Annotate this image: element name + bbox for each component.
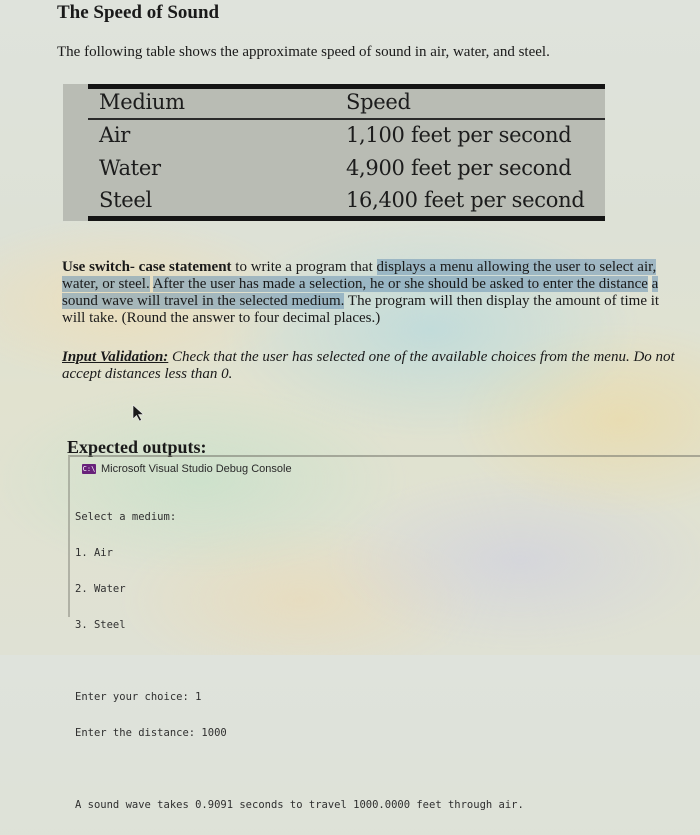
console-line: A sound wave takes 0.9091 seconds to travel 1000.0000 feet through air. [75,799,524,811]
header-medium: Medium [99,90,185,114]
highlighted-text: displays a menu allowing the user to select air, water, or steel. [62,259,657,292]
row-water-speed: 4,900 feet per second [346,156,572,180]
instructions-text: to write a program that [231,259,377,275]
console-line [75,763,524,775]
table-top-rule [88,84,605,89]
instructions-text: The program will then display the amount of time it will take. (Round the answer to four decimal places.) [62,293,660,326]
console-line: Enter your choice: 1 [75,691,202,703]
intro-text: The following table shows the approximate speed of sound in air, water, and steel. [57,44,550,60]
console-line: Select a medium: [75,511,177,523]
console-line [75,655,524,667]
input-validation-paragraph [62,349,682,383]
console-line: 1. Air [75,547,113,559]
table-bottom-rule [88,216,605,221]
console-output [75,487,524,835]
row-air-speed: 1,100 feet per second [346,123,572,147]
console-titlebar [82,463,292,475]
validation-text: Check that the user has selected one of the available choices from the menu. Do not accept distances less than 0. [62,349,675,382]
instructions-paragraph [62,259,682,327]
expected-outputs-heading: Expected outputs: [67,437,207,457]
validation-label: Input Validation: [62,349,169,365]
console-line: 3. Steel [75,619,126,631]
row-water-medium: Water [99,156,161,180]
instructions-bold-lead: Use switch- case statement [62,259,232,275]
speed-table [63,84,605,221]
visual-studio-console-icon: C:\ [82,465,96,473]
debug-console-window [68,455,700,811]
row-steel-medium: Steel [99,188,152,212]
header-speed: Speed [346,90,411,114]
table-header-rule [88,118,605,120]
row-steel-speed: 16,400 feet per second [346,188,585,212]
mouse-cursor-icon [132,404,146,422]
highlighted-text: a sound wave will travel in the selected medium. [62,276,659,309]
console-title: Microsoft Visual Studio Debug Console [101,463,292,475]
console-line: 2. Water [75,583,126,595]
console-line: Enter the distance: 1000 [75,727,227,739]
row-air-medium: Air [99,123,131,147]
highlighted-text: After the user has made a selection, he or she should be asked to enter the distance [152,276,648,292]
page-title: The Speed of Sound [57,2,220,23]
